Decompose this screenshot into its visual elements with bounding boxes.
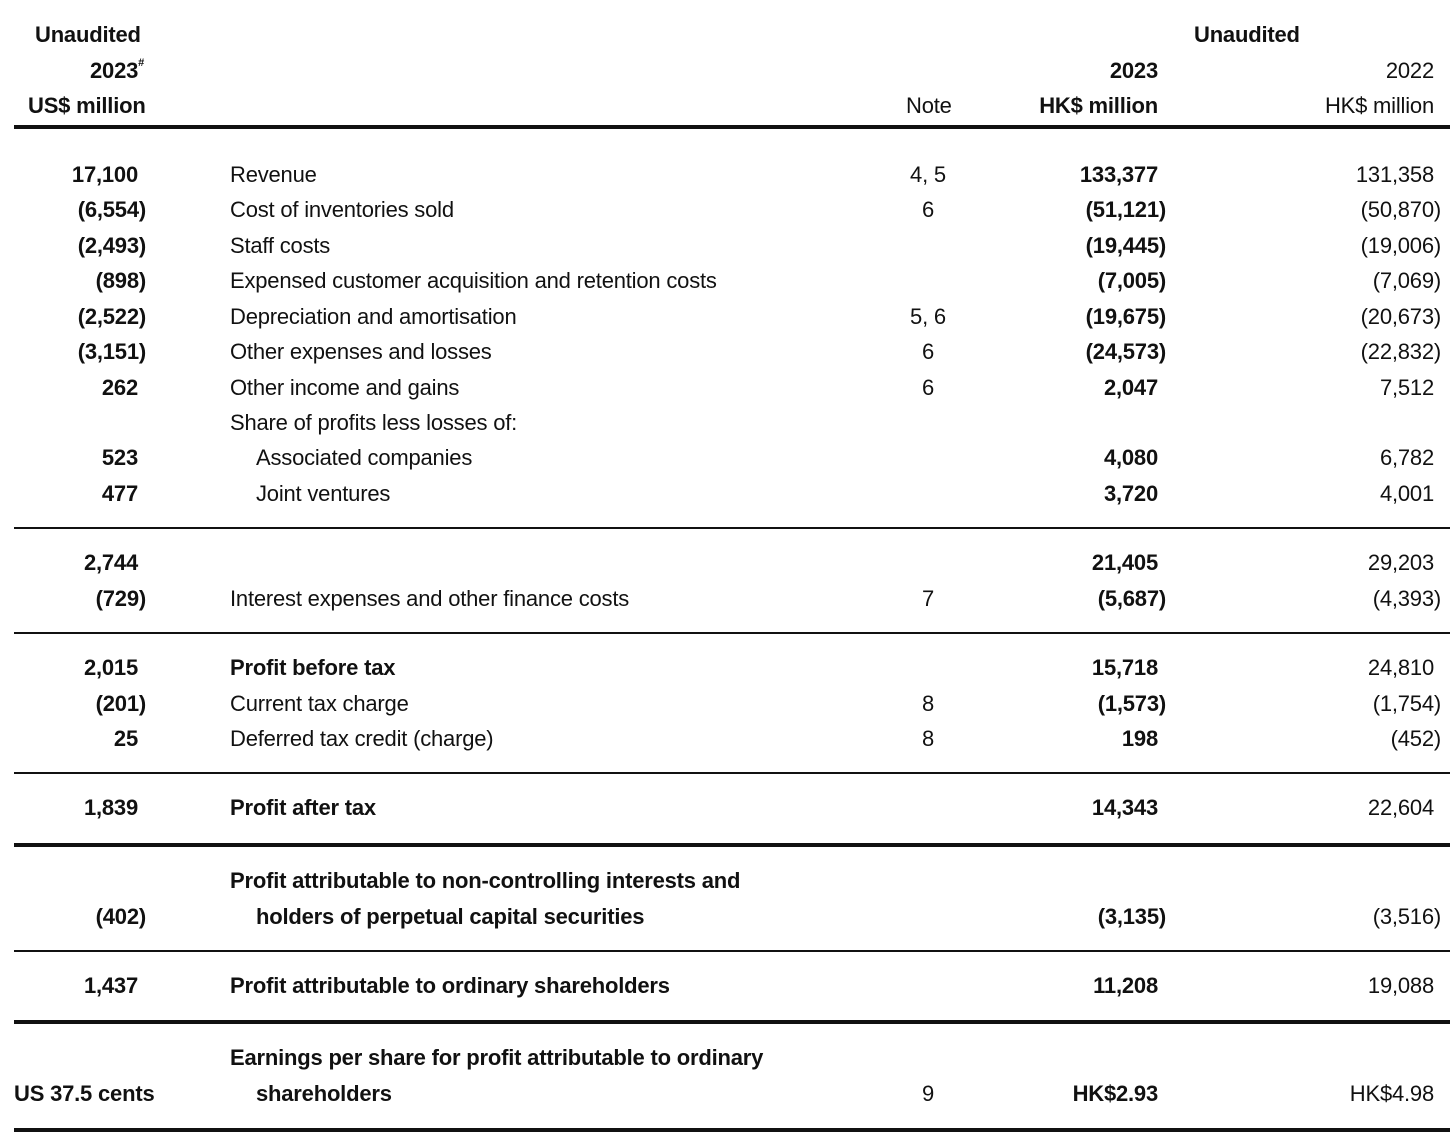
usd-value: 2,015 [83,655,138,680]
hkd-2023-value: (5,687) [1097,586,1166,611]
hkd-2022-value: (3,516) [1372,904,1441,929]
hkd-2023-value: (3,135) [1097,904,1166,929]
row-label: Deferred tax credit (charge) [230,726,494,751]
hkd-2022-value: 4,001 [1379,481,1434,506]
row-label: Joint ventures [256,481,391,506]
hkd-2023-value: 4,080 [1103,445,1158,470]
note-ref: 9 [921,1081,935,1106]
hkd-2022-value: (19,006) [1360,233,1441,258]
hkd-2022-value: 19,088 [1367,973,1434,998]
hkd-2022-value: 131,358 [1355,162,1434,187]
row-label: Profit after tax [230,795,376,820]
hkd-2022-value: (452) [1390,726,1441,751]
section-rule [14,772,1450,774]
section-rule-thick [14,843,1450,847]
hkd-2023-value: 133,377 [1079,162,1158,187]
row-label-line2: shareholders [256,1081,392,1106]
note-ref: 7 [921,586,935,611]
hkd-2023-unit-header: HK$ million [1039,93,1158,118]
usd-value: 17,100 [71,162,138,187]
usd-value: 262 [101,375,138,400]
usd-year-header: 2023# [90,57,145,83]
section-rule [14,527,1450,529]
hkd-2022-value: 22,604 [1367,795,1434,820]
row-label: Revenue [230,162,317,187]
usd-unit-header: US$ million [28,93,146,118]
hkd-2023-value: (24,573) [1085,339,1166,364]
note-ref: 6 [921,375,935,400]
usd-value: 1,839 [83,795,138,820]
hkd-2023-value: 14,343 [1091,795,1158,820]
hkd-2022-value: 24,810 [1367,655,1434,680]
hkd-2023-value: 3,720 [1103,481,1158,506]
row-label: Depreciation and amortisation [230,304,517,329]
usd-value: 25 [113,726,138,751]
hkd-status-header: Unaudited [1194,22,1300,47]
section-rule [14,950,1450,952]
note-ref: 6 [921,197,935,222]
note-ref: 4, 5 [910,162,946,187]
usd-value: (2,493) [77,233,146,258]
footnote-mark: # [138,57,145,69]
row-label: Associated companies [256,445,473,470]
row-label: Expensed customer acquisition and retention costs [230,268,717,293]
note-ref: 6 [921,339,935,364]
note-ref: 8 [921,691,935,716]
row-label: Other income and gains [230,375,460,400]
hkd-2023-value: 21,405 [1091,550,1158,575]
hkd-2022-value: (4,393) [1372,586,1441,611]
hkd-2023-value: (19,675) [1085,304,1166,329]
hkd-2023-value: 15,718 [1091,655,1158,680]
note-ref: 5, 6 [910,304,946,329]
hkd-2022-value: (22,832) [1360,339,1441,364]
hkd-2022-value: (50,870) [1360,197,1441,222]
usd-value: (402) [95,904,146,929]
hkd-2022-year-header: 2022 [1385,58,1434,83]
row-label: Profit before tax [230,655,396,680]
usd-value: US 37.5 cents [14,1081,155,1106]
hkd-2023-value: 198 [1121,726,1158,751]
row-label: Staff costs [230,233,331,258]
row-label-line1: Earnings per share for profit attributable to ordinary [230,1045,764,1070]
hkd-2023-year-header: 2023 [1109,58,1158,83]
row-label: Other expenses and losses [230,339,492,364]
header-rule [14,125,1450,129]
usd-value: (729) [95,586,146,611]
row-label: Share of profits less losses of: [230,410,518,435]
usd-value: 477 [101,481,138,506]
usd-value: (6,554) [77,197,146,222]
note-ref: 8 [921,726,935,751]
hkd-2023-value: (19,445) [1085,233,1166,258]
usd-value: (2,522) [77,304,146,329]
row-label: Profit attributable to ordinary shareholders [230,973,670,998]
row-label: Cost of inventories sold [230,197,454,222]
note-header: Note [906,93,952,118]
usd-value: 2,744 [83,550,138,575]
hkd-2022-value: 7,512 [1379,375,1434,400]
bottom-rule [14,1128,1450,1132]
section-rule [14,632,1450,634]
hkd-2022-value: 6,782 [1379,445,1434,470]
hkd-2023-value: (7,005) [1097,268,1166,293]
usd-value: 523 [101,445,138,470]
usd-value: (898) [95,268,146,293]
usd-status-header: Unaudited [35,22,141,47]
section-rule-thick [14,1020,1450,1024]
hkd-2023-value: 2,047 [1103,375,1158,400]
hkd-2022-value: (20,673) [1360,304,1441,329]
hkd-2023-value: (51,121) [1085,197,1166,222]
usd-value: (201) [95,691,146,716]
hkd-2023-value: HK$2.93 [1072,1081,1158,1106]
row-label-line1: Profit attributable to non-controlling interests and [230,868,741,893]
hkd-2022-value: 29,203 [1367,550,1434,575]
hkd-2022-value: HK$4.98 [1349,1081,1434,1106]
hkd-2022-value: (1,754) [1372,691,1441,716]
hkd-2022-unit-header: HK$ million [1324,93,1434,118]
row-label: Current tax charge [230,691,409,716]
row-label-line2: holders of perpetual capital securities [256,904,645,929]
row-label: Interest expenses and other finance costs [230,586,630,611]
hkd-2023-value: (1,573) [1097,691,1166,716]
usd-value: 1,437 [83,973,138,998]
hkd-2023-value: 11,208 [1093,973,1158,998]
usd-value: (3,151) [77,339,146,364]
hkd-2022-value: (7,069) [1372,268,1441,293]
